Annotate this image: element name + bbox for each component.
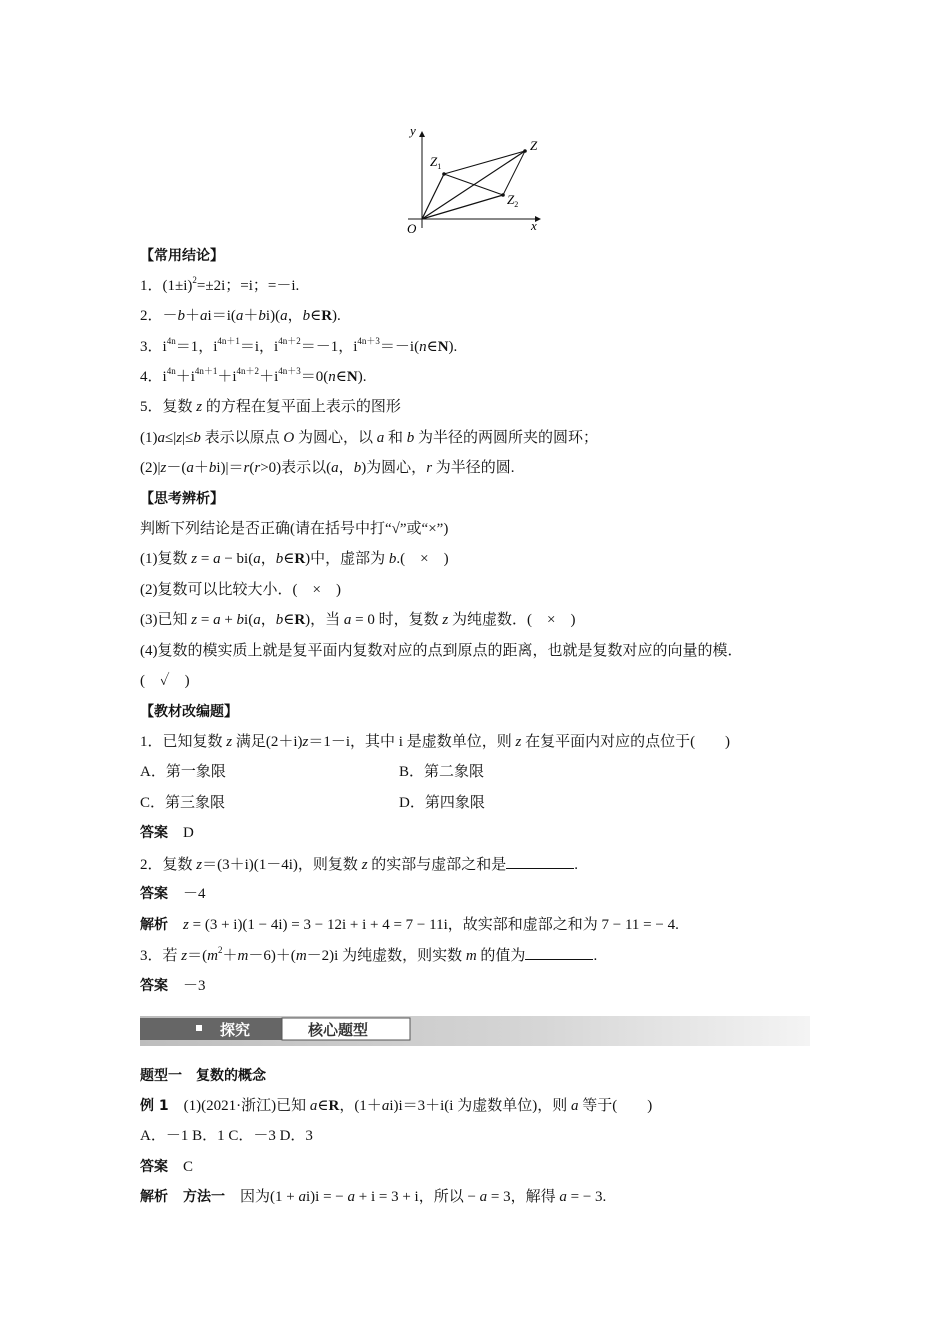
conclusion-2: 2．－b＋ai＝i(a＋bi)(a，b∈R). bbox=[140, 308, 341, 324]
point-z2-label: $Z_2$ bbox=[507, 192, 519, 209]
example-1: 例 1 (1)(2021·浙江)已知 a∈R，(1＋ai)i＝3＋i(i 为虚数单位)，则 a 等于( ) bbox=[140, 1098, 653, 1114]
judge-item-1: (1)复数 z = a − bi(a，b∈R)中，虚部为 b.( × ) bbox=[140, 551, 449, 567]
problem-2: 2．复数 z＝(3＋i)(1－4i)，则复数 z 的实部与虚部之和是 . bbox=[140, 854, 578, 875]
problem-3: 3．若 $z=(m^2+m-6)+(m-2)i$ 为纯虚数，则实数 m 的值为 . bbox=[140, 945, 598, 964]
banner-left-label: 探究 bbox=[220, 1021, 251, 1039]
example-1-analysis: 解析 方法一 因为(1 + ai)i = − a + i = 3 + i，所以 − a = 3，解得 a = − 3. bbox=[140, 1189, 607, 1205]
problem-1: 1．已知复数 z 满足(2＋i)z＝1－i，其中 i 是虚数单位，则 z 在复平面内对应的点位于( ) bbox=[140, 734, 731, 750]
judge-item-4: (4)复数的模实质上就是复平面内复数对应的点到原点的距离，也就是复数对应的向量的模． bbox=[140, 643, 743, 659]
origin-label: O bbox=[407, 221, 417, 234]
answer-blank bbox=[525, 945, 593, 960]
problem-2-answer: 答案 －4 bbox=[140, 886, 206, 902]
point-z-label: Z bbox=[530, 138, 538, 153]
tixing-heading: 题型一 复数的概念 bbox=[140, 1068, 266, 1084]
problem-3-answer: 答案 －3 bbox=[140, 978, 206, 994]
problem-1-option-a: A．第一象限 bbox=[140, 764, 226, 780]
section-banner bbox=[140, 1016, 810, 1046]
problem-2-analysis: 解析 z = (3 + i)(1 − 4i) = 3 − 12i + i + 4 = 7 − 11i，故实部和虚部之和为 7 − 11 = − 4. bbox=[140, 917, 679, 933]
conclusion-5-1: (1)a≤|z|≤b 表示以原点 O 为圆心，以 a 和 b 为半径的两圆所夹的圆环； bbox=[140, 430, 598, 446]
vector-oz2 bbox=[422, 195, 503, 219]
example-1-answer: 答案 C bbox=[140, 1159, 194, 1175]
conclusion-5-2: (2)|z－(a＋bi)|＝r(r>0)表示以(a，b)为圆心，r 为半径的圆. bbox=[140, 460, 515, 476]
sikao-intro: 判断下列结论是否正确(请在括号中打“√”或“×”) bbox=[140, 521, 449, 537]
conclusion-1: 1．$(1\pm i)^2=\pm 2i$；=i；=－i. bbox=[140, 275, 300, 294]
problem-1-option-d: D．第四象限 bbox=[399, 795, 485, 811]
banner-right-label: 核心题型 bbox=[308, 1021, 369, 1039]
point-z1-label: $Z_1$ bbox=[430, 154, 442, 171]
x-axis-label: x bbox=[531, 218, 537, 233]
conclusion-5: 5．复数 z 的方程在复平面上表示的图形 bbox=[140, 399, 401, 415]
problem-1-answer: 答案 D bbox=[140, 825, 194, 841]
answer-blank bbox=[506, 854, 574, 869]
example-1-options: A．－1 B．1 C．－3 D．3 bbox=[140, 1128, 313, 1144]
section-heading-sikao: 【思考辨析】 bbox=[140, 491, 224, 507]
section-heading-jiaocai: 【教材改编题】 bbox=[140, 704, 238, 720]
conclusion-3: 3．$i^{4n}=1$，$i^{4n+1}=i$，$i^{4n+2}=-1$，$i^{4n+3}=-i(n\in N)$. bbox=[140, 336, 458, 355]
judge-item-3: (3)已知 z = a + bi(a，b∈R)，当 a = 0 时，复数 z 为纯虚数．( × ) bbox=[140, 612, 576, 628]
segment-z1z bbox=[444, 151, 525, 174]
segment-z1z2 bbox=[444, 174, 503, 195]
problem-1-option-b: B．第二象限 bbox=[399, 764, 485, 780]
judge-item-4-answer: ( ✓ ) bbox=[140, 673, 190, 689]
problem-1-option-c: C．第三象限 bbox=[140, 795, 226, 811]
y-axis-label: y bbox=[410, 123, 416, 138]
judge-item-2: (2)复数可以比较大小．( × ) bbox=[140, 582, 341, 598]
conclusion-4: 4．$i^{4n}+i^{4n+1}+i^{4n+2}+i^{4n+3}=0(n\in N)$. bbox=[140, 366, 367, 385]
complex-plane-figure bbox=[400, 122, 550, 234]
section-heading-changyong: 【常用结论】 bbox=[140, 248, 224, 264]
